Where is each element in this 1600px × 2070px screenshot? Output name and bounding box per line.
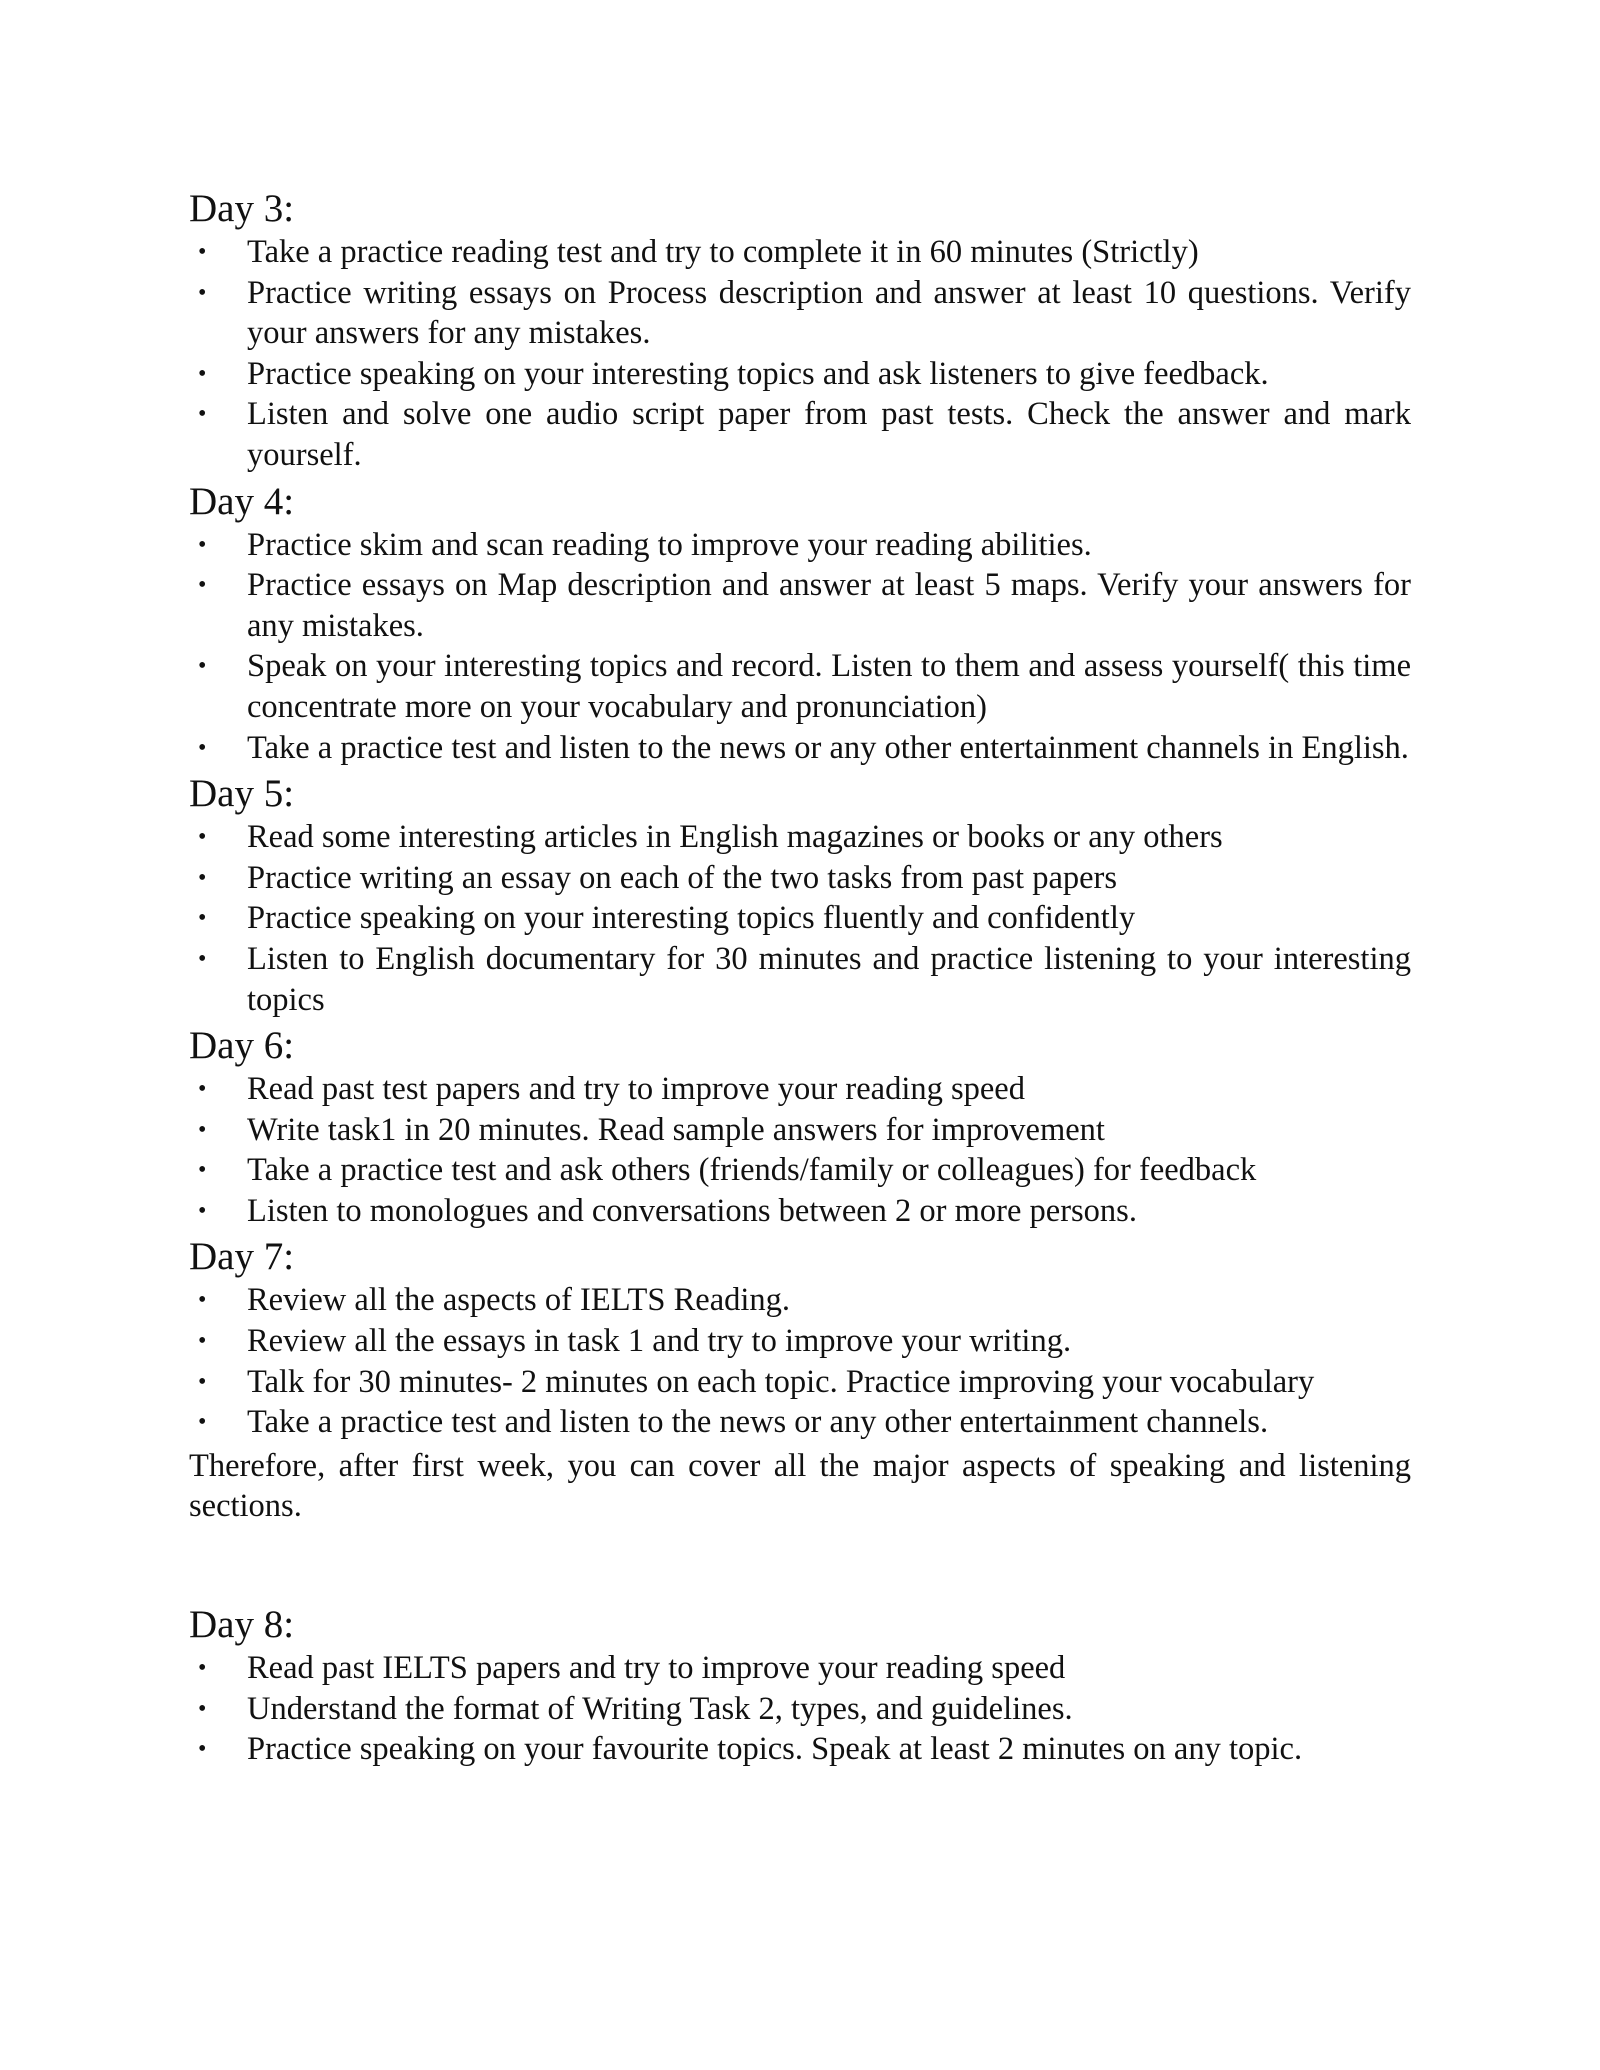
day-4-heading: Day 4: (189, 479, 295, 523)
document-body (189, 186, 1411, 1773)
list-item: • Take a practice reading test and try to complete it in 60 minutes (Strictly) (189, 232, 1411, 273)
day-5-task-list (189, 817, 1411, 1020)
list-item: • Take a practice test and listen to the news or any other entertainment channels in English. (189, 728, 1411, 769)
day-6-task-list (189, 1069, 1411, 1231)
list-item: • Read some interesting articles in English magazines or books or any others (189, 817, 1411, 858)
list-item: • Speak on your interesting topics and record. Listen to them and assess yourself( this time concentrate more on your vocabulary and pronunciation) (189, 646, 1411, 727)
list-item: • Take a practice test and listen to the news or any other entertainment channels. (189, 1402, 1411, 1443)
list-item: • Read past test papers and try to improve your reading speed (189, 1069, 1411, 1110)
day-3-heading: Day 3: (189, 187, 295, 230)
list-item: • Practice writing essays on Process description and answer at least 10 questions. Verify your answers for any mistakes. (189, 273, 1411, 354)
list-item: • Listen to English documentary for 30 minutes and practice listening to your interesting topics (189, 939, 1411, 1020)
day-5-heading: Day 5: (189, 772, 295, 816)
week-summary-paragraph: Therefore, after first week, you can cover all the major aspects of speaking and listening sections. (189, 1447, 1411, 1525)
section-spacer (189, 1527, 1411, 1602)
list-item: • Listen and solve one audio script paper from past tests. Check the answer and mark yourself. (189, 394, 1411, 475)
list-item: • Practice essays on Map description and answer at least 5 maps. Verify your answers for any mistakes. (189, 565, 1411, 646)
day-8-task-list (189, 1648, 1411, 1770)
day-6-heading: Day 6: (189, 1024, 295, 1068)
list-item: • Understand the format of Writing Task 2, types, and guidelines. (189, 1689, 1411, 1730)
day-7-heading: Day 7: (189, 1235, 295, 1279)
list-item: • Review all the essays in task 1 and try to improve your writing. (189, 1321, 1411, 1362)
day-7-task-list (189, 1280, 1411, 1442)
day-4-task-list (189, 525, 1411, 769)
list-item: • Talk for 30 minutes- 2 minutes on each topic. Practice improving your vocabulary (189, 1362, 1411, 1403)
list-item: • Review all the aspects of IELTS Reading. (189, 1280, 1411, 1321)
list-item: • Practice speaking on your interesting topics fluently and confidently (189, 898, 1411, 939)
list-item: • Practice speaking on your interesting topics and ask listeners to give feedback. (189, 354, 1411, 395)
day-8-heading: Day 8: (189, 1603, 295, 1647)
list-item: • Practice speaking on your favourite topics. Speak at least 2 minutes on any topic. (189, 1729, 1411, 1770)
list-item: • Take a practice test and ask others (friends/family or colleagues) for feedback (189, 1150, 1411, 1191)
list-item: • Practice writing an essay on each of the two tasks from past papers (189, 858, 1411, 899)
list-item: • Write task1 in 20 minutes. Read sample answers for improvement (189, 1110, 1411, 1151)
list-item: • Practice skim and scan reading to improve your reading abilities. (189, 525, 1411, 566)
list-item: • Read past IELTS papers and try to improve your reading speed (189, 1648, 1411, 1689)
list-item: • Listen to monologues and conversations between 2 or more persons. (189, 1191, 1411, 1232)
day-3-task-list (189, 232, 1411, 476)
